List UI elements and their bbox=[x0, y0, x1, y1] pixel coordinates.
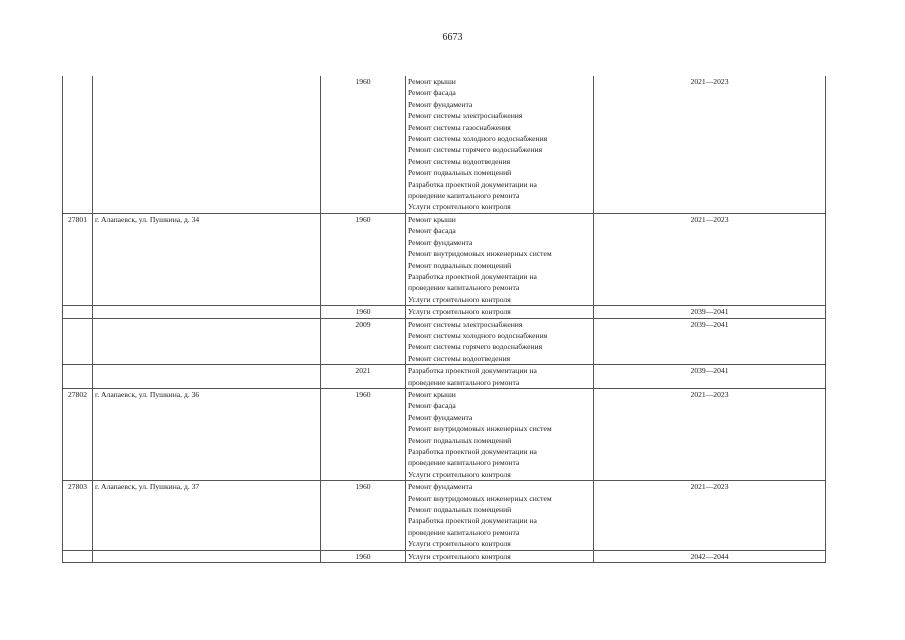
planned-period: 2039—2041 bbox=[594, 318, 826, 365]
object-address: г. Алапаевск, ул. Пушкина, д. 36 bbox=[93, 388, 321, 480]
table-row bbox=[63, 365, 826, 389]
commissioning-year: 1960 bbox=[321, 388, 406, 480]
table-row bbox=[63, 318, 826, 365]
work-item: Ремонт системы электроснабжения bbox=[408, 111, 523, 121]
work-item: Разработка проектной документации на bbox=[408, 516, 537, 526]
planned-period: 2021—2023 bbox=[594, 388, 826, 480]
object-code: 27802 bbox=[63, 388, 93, 480]
work-item: Ремонт системы газоснабжения bbox=[408, 122, 511, 132]
work-list bbox=[406, 388, 594, 480]
planned-period: 2039—2041 bbox=[594, 306, 826, 318]
commissioning-year: 1960 bbox=[321, 213, 406, 305]
work-item: Ремонт системы горячего водоснабжения bbox=[408, 145, 543, 155]
work-item: Ремонт крыши bbox=[408, 77, 456, 86]
work-item: Ремонт подвальных помещений bbox=[408, 435, 512, 445]
work-list bbox=[406, 213, 594, 305]
work-list bbox=[406, 76, 594, 213]
commissioning-year: 1960 bbox=[321, 76, 406, 213]
object-address bbox=[93, 76, 321, 213]
work-item: Услуги строительного контроля bbox=[408, 469, 511, 479]
work-item: Ремонт фасада bbox=[408, 226, 456, 236]
work-item: Ремонт подвальных помещений bbox=[408, 260, 512, 270]
work-item: Ремонт системы горячего водоснабжения bbox=[408, 342, 543, 352]
commissioning-year: 2021 bbox=[321, 365, 406, 389]
table-row bbox=[63, 550, 826, 562]
object-code bbox=[63, 76, 93, 213]
work-item: Ремонт системы электроснабжения bbox=[408, 319, 523, 329]
work-item: Ремонт крыши bbox=[408, 214, 456, 224]
work-item: Ремонт внутридомовых инженерных систем bbox=[408, 249, 552, 259]
work-item: Ремонт фундамента bbox=[408, 412, 473, 422]
work-list bbox=[406, 365, 594, 389]
work-item: Услуги строительного контроля bbox=[408, 551, 511, 561]
object-address: г. Алапаевск, ул. Пушкина, д. 37 bbox=[93, 481, 321, 550]
work-item: Ремонт фундамента bbox=[408, 237, 473, 247]
work-item: Ремонт подвальных помещений bbox=[408, 505, 512, 515]
work-list bbox=[406, 306, 594, 318]
page-number: 6673 bbox=[442, 32, 463, 43]
repair-schedule-table bbox=[62, 76, 826, 563]
work-item: проведение капитального ремонта bbox=[408, 283, 520, 293]
table-row bbox=[63, 306, 826, 318]
work-item: Разработка проектной документации на bbox=[408, 271, 537, 281]
planned-period: 2039—2041 bbox=[594, 365, 826, 389]
work-item: Ремонт фундамента bbox=[408, 99, 473, 109]
work-item: Услуги строительного контроля bbox=[408, 202, 511, 212]
work-item: проведение капитального ремонта bbox=[408, 458, 520, 468]
work-item: Ремонт внутридомовых инженерных систем bbox=[408, 493, 552, 503]
work-list bbox=[406, 550, 594, 562]
work-item: Ремонт фундамента bbox=[408, 482, 473, 492]
work-item: Ремонт фасада bbox=[408, 88, 456, 98]
commissioning-year: 2009 bbox=[321, 318, 406, 365]
work-item: Ремонт системы холодного водоснабжения bbox=[408, 134, 548, 144]
planned-period: 2042—2044 bbox=[594, 550, 826, 562]
work-item: Ремонт подвальных помещений bbox=[408, 168, 512, 178]
work-item: Разработка проектной документации на bbox=[408, 366, 537, 376]
table-row bbox=[63, 388, 826, 480]
table-row bbox=[63, 76, 826, 213]
work-item: Ремонт фасада bbox=[408, 401, 456, 411]
work-item: Ремонт внутридомовых инженерных систем bbox=[408, 424, 552, 434]
work-item: проведение капитального ремонта bbox=[408, 377, 520, 387]
work-item: Ремонт системы водоотведения bbox=[408, 353, 511, 363]
work-list bbox=[406, 318, 594, 365]
commissioning-year: 1960 bbox=[321, 550, 406, 562]
work-list bbox=[406, 481, 594, 550]
planned-period: 2021—2023 bbox=[594, 481, 826, 550]
planned-period: 2021—2023 bbox=[594, 76, 826, 213]
object-code: 27801 bbox=[63, 213, 93, 305]
object-code: 27803 bbox=[63, 481, 93, 550]
work-item: Разработка проектной документации на bbox=[408, 179, 537, 189]
work-item: Ремонт системы холодного водоснабжения bbox=[408, 330, 548, 340]
planned-period: 2021—2023 bbox=[594, 213, 826, 305]
work-item: Услуги строительного контроля bbox=[408, 539, 511, 549]
work-item: проведение капитального ремонта bbox=[408, 191, 520, 201]
table-row bbox=[63, 213, 826, 305]
work-item: Разработка проектной документации на bbox=[408, 447, 537, 456]
work-item: Ремонт системы водоотведения bbox=[408, 156, 511, 166]
commissioning-year: 1960 bbox=[321, 306, 406, 318]
work-item: проведение капитального ремонта bbox=[408, 527, 520, 537]
work-item: Услуги строительного контроля bbox=[408, 307, 511, 317]
object-address: г. Алапаевск, ул. Пушкина, д. 34 bbox=[93, 213, 321, 305]
work-item: Услуги строительного контроля bbox=[408, 294, 511, 304]
commissioning-year: 1960 bbox=[321, 481, 406, 550]
work-item: Ремонт крыши bbox=[408, 389, 456, 399]
table-row bbox=[63, 481, 826, 550]
